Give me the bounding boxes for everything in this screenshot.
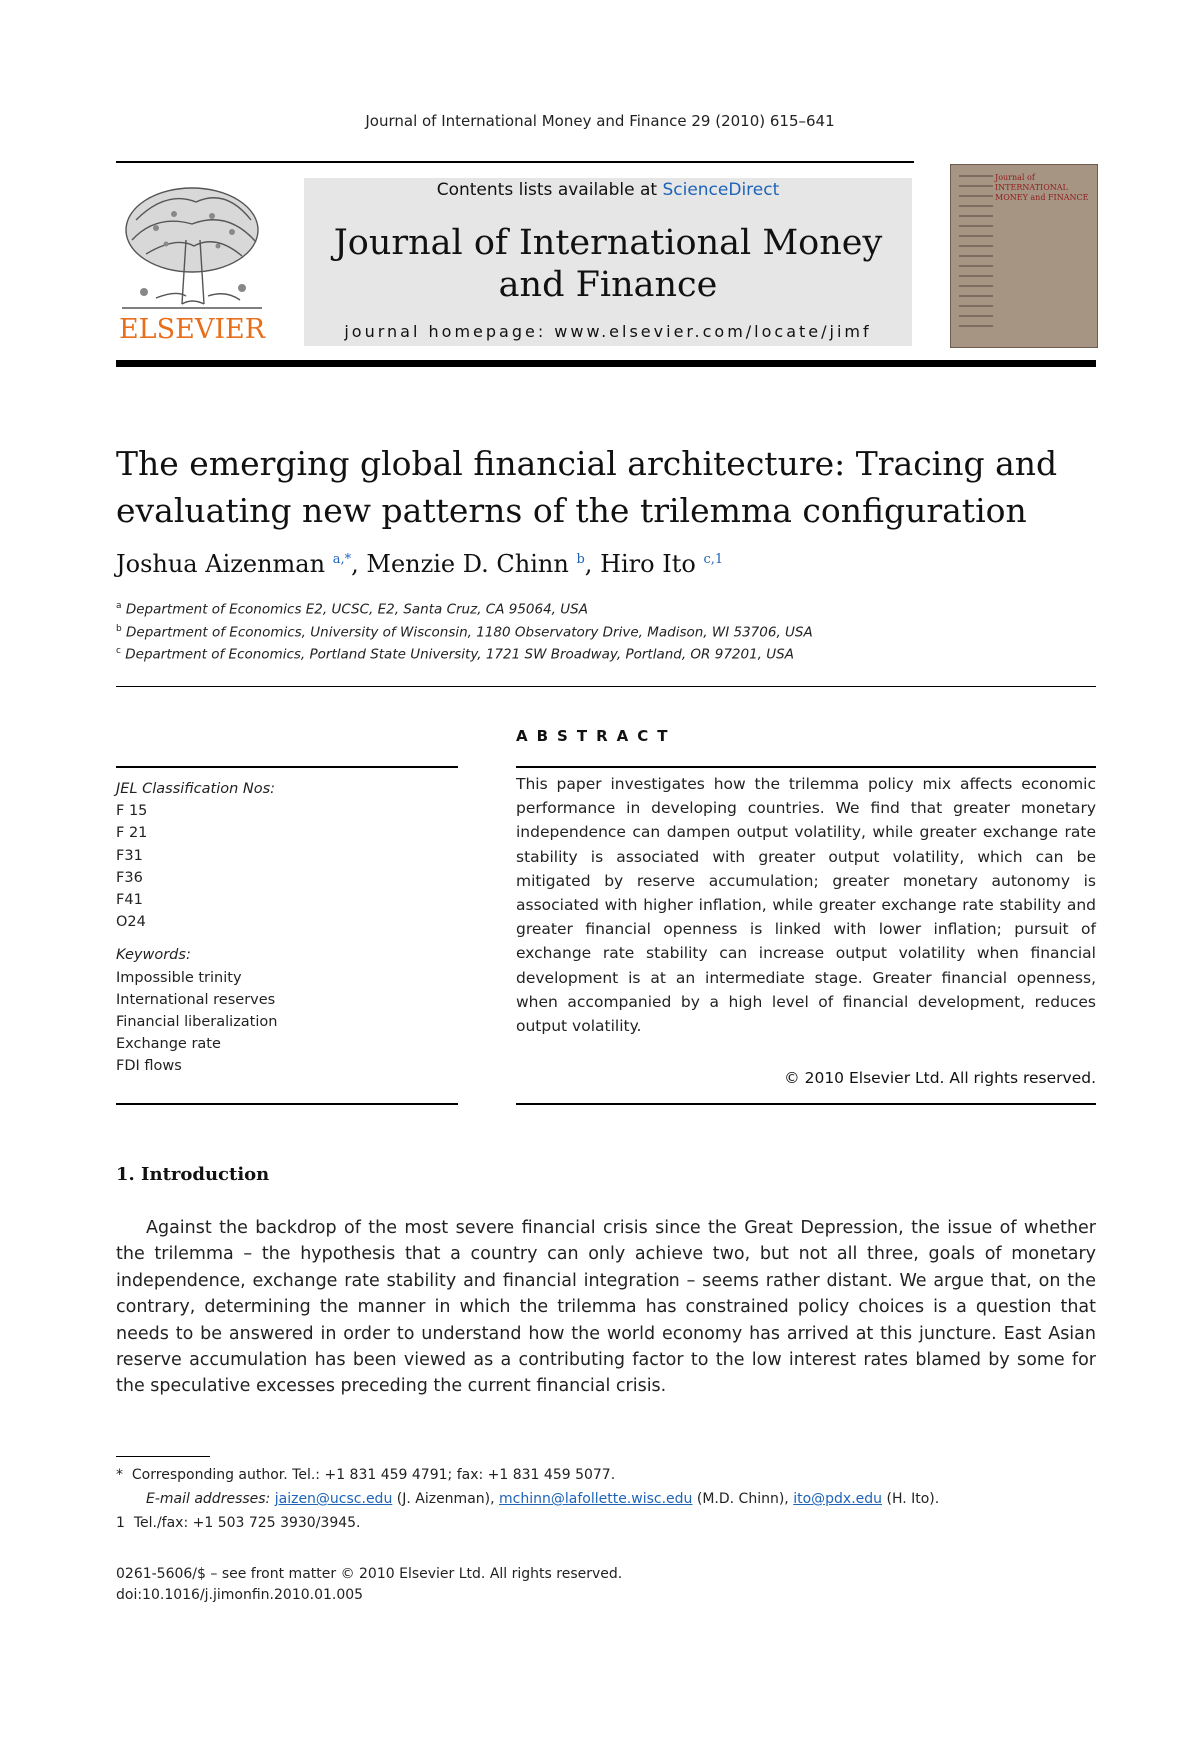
footnote-1 (116, 1515, 1096, 1531)
article-info (116, 778, 456, 1078)
running-head: Journal of International Money and Finance 29 (2010) 615–641 (365, 112, 835, 130)
jel-code: F36 (116, 869, 143, 886)
footnote-mark: * (116, 1467, 123, 1483)
article-info-bottom-rule (116, 1103, 458, 1105)
affiliation-text: Department of Economics E2, UCSC, E2, Santa Cruz, CA 95064, USA (125, 601, 588, 618)
author-list (116, 550, 1096, 578)
article-info-top-rule (116, 766, 458, 768)
article-title-line-1: The emerging global financial architecture: Tracing and (116, 444, 1058, 483)
email-link[interactable]: jaizen@ucsc.edu (274, 1491, 393, 1507)
issn-line: 0261-5606/$ – see front matter © 2010 Elsevier Ltd. All rights reserved. (116, 1566, 623, 1582)
affiliation-text: Department of Economics, Portland State University, 1721 SW Broadway, Portland, OR 97201, USA (125, 646, 794, 663)
keywords-label: Keywords: (116, 947, 191, 964)
article-title (116, 440, 1096, 534)
affiliation-b (116, 624, 1096, 641)
sciencedirect-link[interactable]: ScienceDirect (662, 180, 780, 200)
affiliation-mark: a (116, 601, 122, 611)
keyword: Exchange rate (116, 1036, 221, 1053)
affiliation-text: Department of Economics, University of Wisconsin, 1180 Observatory Drive, Madison, WI 53706, USA (126, 624, 813, 641)
jel-code: F 21 (116, 825, 148, 842)
affiliation-a (116, 601, 1096, 618)
footnote-text: Corresponding author. Tel.: +1 831 459 4791; fax: +1 831 459 5077. (131, 1467, 616, 1483)
cover-title: Journal of INTERNATIONAL MONEY and FINANCE (995, 173, 1089, 202)
masthead-top-rule (116, 161, 914, 163)
author-name[interactable]: Hiro Ito (600, 550, 696, 578)
footnote-corresponding (116, 1467, 1096, 1483)
abstract-copyright: © 2010 Elsevier Ltd. All rights reserved. (784, 1069, 1096, 1087)
footnote-mark: 1 (116, 1515, 125, 1531)
author-marks[interactable]: b (576, 552, 585, 567)
keyword: FDI flows (116, 1058, 182, 1075)
email-link[interactable]: mchinn@lafollette.wisc.edu (499, 1491, 693, 1507)
author-separator: , (584, 550, 601, 578)
affiliation-c (116, 646, 1096, 663)
journal-cover-thumbnail (950, 164, 1098, 348)
affiliation-mark: c (116, 646, 121, 656)
contents-line (304, 180, 912, 200)
author-marks[interactable]: c,1 (703, 552, 724, 567)
affiliation-rule (116, 686, 1096, 687)
abstract-top-rule (516, 766, 1096, 768)
contents-prefix: Contents lists available at (436, 180, 663, 200)
keyword: International reserves (116, 991, 276, 1008)
author-name[interactable]: Menzie D. Chinn (366, 550, 569, 578)
keyword: Financial liberalization (116, 1014, 278, 1031)
jel-code: O24 (116, 914, 146, 931)
email-owner: (J. Aizenman), (392, 1491, 500, 1507)
abstract-text: This paper investigates how the trilemma policy mix affects economic performance in developing countries. We find that greater monetary independence can dampen output volatility, while greater exchange rate stability is associated with greater output volatility, which can be mitigated by reserve accumulation; greater monetary autonomy is associated with higher inflation, while greater exchange rate stability and greater financial openness is linked with lower inflation; pursuit of exchange rate stability can increase output volatility when financial development is at an intermediate stage. Greater financial openness, when accompanied by a high level of financial development, reduces output volatility. (516, 775, 1096, 1036)
jel-code: F41 (116, 892, 143, 909)
keyword: Impossible trinity (116, 969, 242, 986)
abstract-bottom-rule (516, 1103, 1096, 1105)
section-heading-introduction: 1. Introduction (116, 1164, 270, 1185)
cover-decoration (959, 175, 993, 335)
jel-label: JEL Classification Nos: (116, 781, 276, 797)
footnote-rule (116, 1456, 210, 1457)
author-marks[interactable]: a,* (332, 552, 352, 567)
masthead-bottom-rule (116, 360, 1096, 367)
footnote-text: Tel./fax: +1 503 725 3930/3945. (133, 1515, 361, 1531)
abstract-heading: ABSTRACT (516, 727, 677, 745)
elsevier-tree-logo (116, 180, 268, 314)
front-matter (116, 1564, 1096, 1606)
email-label: E-mail addresses: (146, 1491, 271, 1507)
journal-homepage[interactable]: journal homepage: www.elsevier.com/locate/jimf (344, 322, 872, 341)
jel-code: F31 (116, 847, 143, 864)
email-owner: (M.D. Chinn), (692, 1491, 794, 1507)
author-separator: , (351, 550, 367, 578)
doi-line[interactable]: doi:10.1016/j.jimonfin.2010.01.005 (116, 1587, 364, 1603)
email-owner: (H. Ito). (882, 1491, 940, 1507)
footnote-emails (146, 1491, 1096, 1507)
author-name[interactable]: Joshua Aizenman (116, 550, 326, 578)
jel-code: F 15 (116, 803, 148, 820)
journal-title-line-1: Journal of International Money (333, 223, 883, 263)
journal-title (304, 222, 912, 306)
article-title-line-2: evaluating new patterns of the trilemma configuration (116, 491, 1027, 530)
email-link[interactable]: ito@pdx.edu (793, 1491, 883, 1507)
journal-title-line-2: and Finance (498, 265, 718, 305)
elsevier-wordmark: ELSEVIER (118, 314, 266, 345)
introduction-paragraph: Against the backdrop of the most severe financial crisis since the Great Depression, the issue of whether the trilemma – the hypothesis that a country can only achieve two, but not all three, goals of monetary independence, exchange rate stability and financial integration – seems rather distant. We argue that, on the contrary, determining the manner in which the trilemma has constrained policy choices is a question that needs to be answered in order to understand how the world economy has arrived at this juncture. East Asian reserve accumulation has been viewed as a contributing factor to the low interest rates blamed by some for the speculative excesses preceding the current financial crisis. (116, 1218, 1096, 1397)
affiliation-mark: b (116, 624, 122, 634)
